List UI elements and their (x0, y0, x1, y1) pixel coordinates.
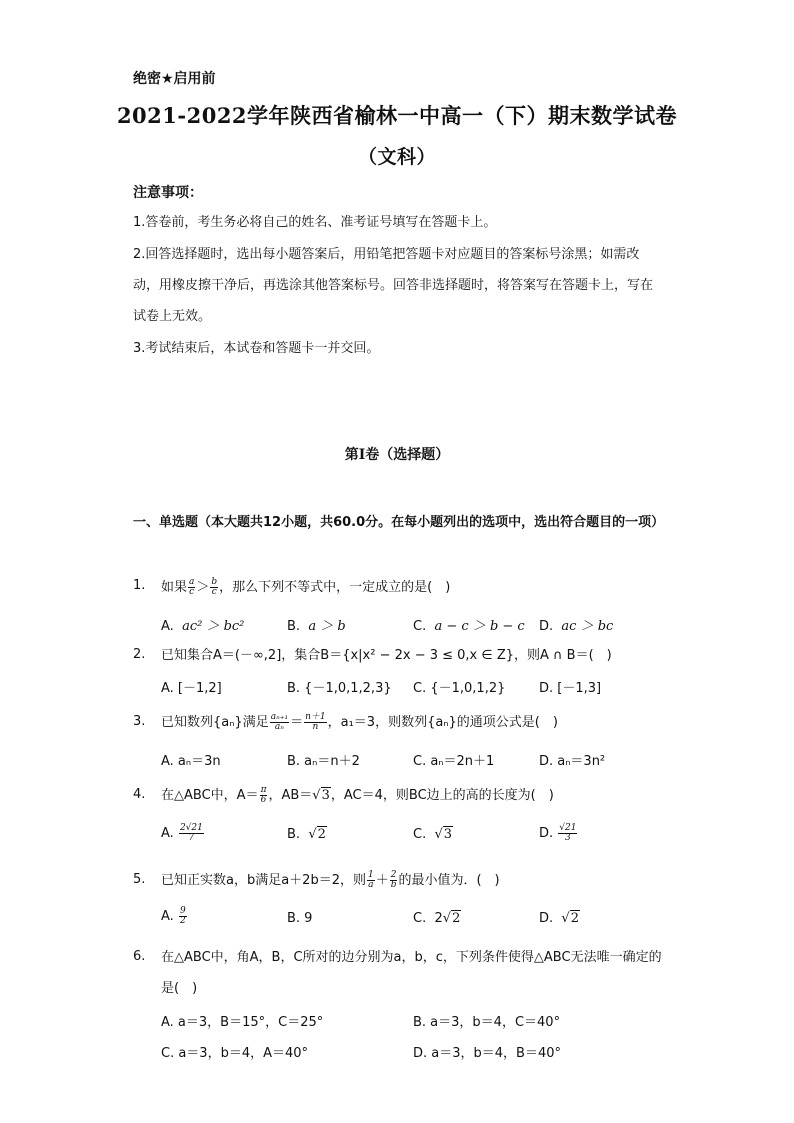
notice-item-3: 3.考试结束后，本试卷和答题卡一并交回。 (133, 341, 380, 356)
q2-option-a: A. [－1,2] (161, 681, 222, 696)
question-5-text: 已知正实数a，b满足a＋2b＝2，则 $\frac{1}{a}$ ＋ $\frac{2}{b}$ 的最小值为．( ) (161, 870, 500, 890)
q4-option-a: A. $\frac{2√21}{7}$ (161, 823, 203, 843)
question-number: 4. (133, 787, 146, 802)
q5-option-d: D. √2 (539, 911, 579, 926)
q2-option-c: C. {－1,0,1,2} (413, 681, 506, 696)
q3-option-a: A. aₙ＝3n (161, 754, 221, 769)
question-number: 5. (133, 872, 146, 887)
question-number: 2. (133, 647, 146, 662)
question-4-text: 在△ABC中，A＝ $\frac{\pi}{6}$ ，AB＝√3，AC＝4，则BC边上的高的长度为( ) (161, 785, 554, 805)
q4-option-d: D. $\frac{√21}{3}$ (539, 823, 577, 843)
q4-option-c: C. √3 (413, 827, 453, 842)
q3-option-d: D. aₙ＝3n² (539, 754, 606, 769)
q6-option-c: C. a＝3，b＝4，A＝40° (161, 1046, 309, 1061)
question-6-text: 在△ABC中，角A，B，C所对的边分别为a，b，c，下列条件使得△ABC无法唯一确定的是( ) (161, 950, 662, 996)
section-instruction: 一、单选题（本大题共12小题，共60.0分。在每小题列出的选项中，选出符合题目的一项） (133, 515, 665, 530)
exam-subtitle: （文科） (357, 146, 436, 168)
secret-label: 绝密★启用前 (133, 71, 216, 87)
q6-option-a: A. a＝3，B＝15°，C＝25° (161, 1015, 324, 1030)
q1-option-d: D. ac ＞ bc (539, 619, 614, 634)
question-number: 1. (133, 578, 146, 593)
notice-item-1: 1.答卷前，考生务必将自己的姓名、准考证号填写在答题卡上。 (133, 215, 497, 230)
q2-option-d: D. [－1,3] (539, 681, 602, 696)
q5-option-a: A. $\frac{9}{2}$ (161, 906, 186, 926)
question-number: 6. (133, 949, 146, 964)
question-number: 3. (133, 714, 146, 729)
notice-item-2: 2.回答选择题时，选出每小题答案后，用铅笔把答题卡对应题目的答案标号涂黑；如需改动，用橡皮擦干净后，再选涂其他答案标号。回答非选择题时，将答案写在答题卡上，写在试卷上无效。 (133, 247, 654, 324)
q6-option-b: B. a＝3，b＝4，C＝40° (413, 1015, 561, 1030)
q5-option-b: B. 9 (287, 911, 313, 926)
exam-title: 2021-2022学年陕西省榆林一中高一（下）期末数学试卷 (116, 103, 678, 128)
q1-option-a: A. ac² ＞ bc² (161, 619, 245, 634)
q3-option-c: C. aₙ＝2n＋1 (413, 754, 495, 769)
q2-option-b: B. {－1,0,1,2,3} (287, 681, 392, 696)
question-2-text: 已知集合A＝(－∞,2]，集合B＝{x|x² − 2x − 3 ≤ 0,x ∈ Z}，则A ∩ B＝( ) (161, 648, 612, 663)
section-title: 第I卷（选择题） (344, 447, 450, 463)
question-3-text: 已知数列{aₙ}满足 $\frac{\text{aₙ₊₁}}{\text{aₙ}}$ ＝ $\frac{n+1}{n}$ ，a₁＝3，则数列{aₙ}的通项公式是( ) (161, 712, 558, 732)
q1-option-c: C. a − c ＞ b − c (413, 619, 525, 634)
q6-option-d: D. a＝3，b＝4，B＝40° (413, 1046, 561, 1061)
q4-option-b: B. √2 (287, 827, 326, 842)
q1-option-b: B. a ＞ b (287, 619, 346, 634)
q3-option-b: B. aₙ＝n＋2 (287, 754, 360, 769)
q5-option-c: C. 2√2 (413, 911, 461, 926)
notice-heading: 注意事项： (133, 185, 203, 201)
question-1-text: 如果 $\frac{a}{c}$ ＞ $\frac{b}{c}$ ，那么下列不等式中，一定成立的是( ) (161, 577, 451, 597)
